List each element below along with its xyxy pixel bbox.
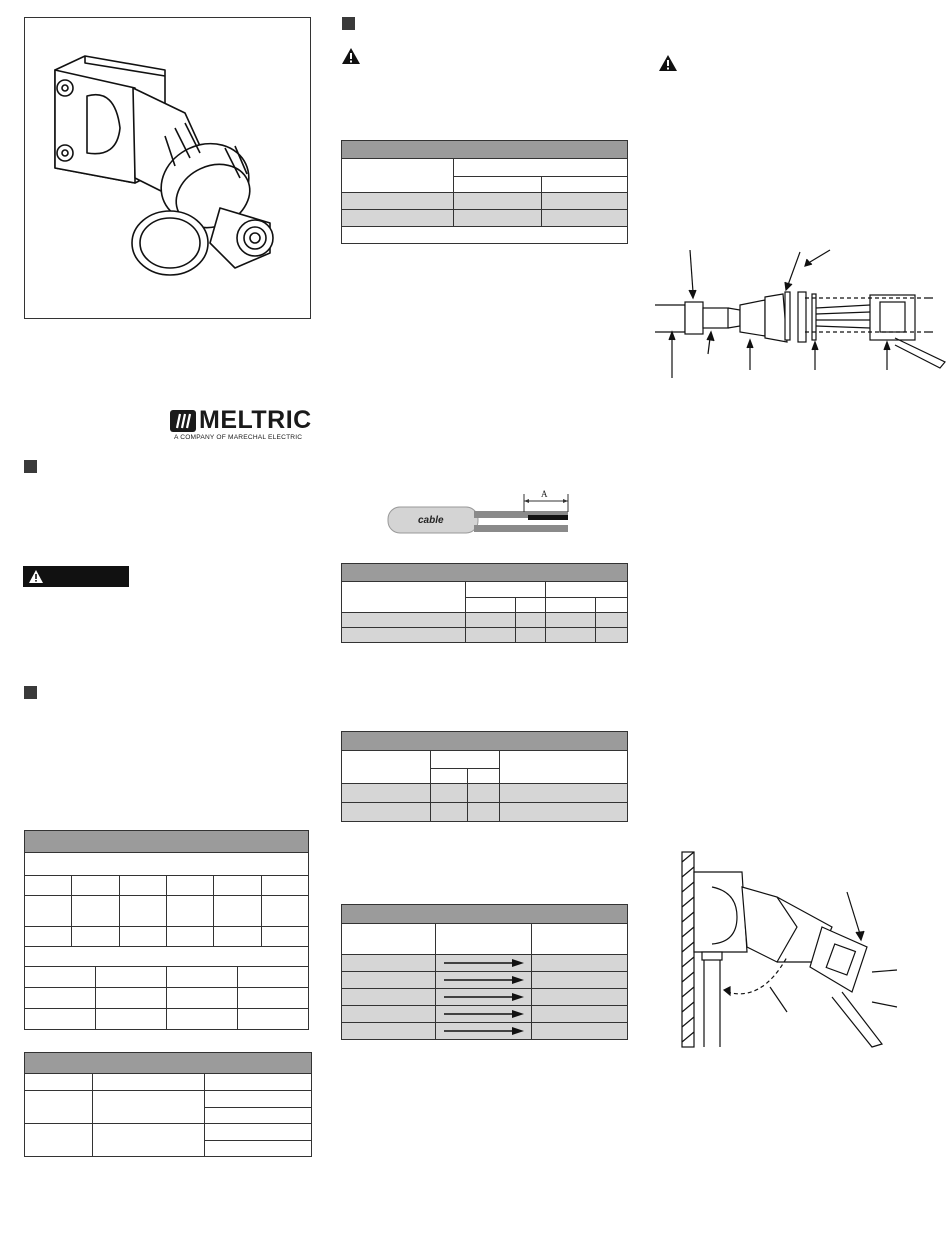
arrow-right-icon [444,1026,524,1036]
strip-length-table [341,563,628,643]
section-marker-icon [24,686,37,699]
strip-dimension-label: A [541,489,548,499]
logo-tagline: A COMPANY OF MARECHAL ELECTRIC [174,434,303,441]
warning-triangle-icon [341,47,361,65]
arrow-right-icon [444,1009,524,1019]
exploded-assembly-figure [655,250,945,380]
section-marker-icon [342,17,355,30]
warning-triangle-icon [28,569,44,584]
torque-table [341,140,628,244]
wall-mount-figure [682,852,912,1052]
warning-bar [23,566,129,587]
product-illustration-frame [24,17,311,319]
accessory-table [24,1052,312,1157]
meltric-logo [170,408,312,442]
arrow-right-icon [444,975,524,985]
cable-label: cable [418,515,444,526]
wiring-table [341,904,628,1040]
logo-brand: MELTRIC [199,406,312,434]
product-illustration [25,18,310,318]
arrow-right-icon [444,958,524,968]
conductor-table [341,731,628,822]
warning-triangle-icon [658,54,678,72]
logo-mark-icon [170,410,196,432]
section-marker-icon [24,460,37,473]
rating-table [24,830,309,1030]
arrow-right-icon [444,992,524,1002]
